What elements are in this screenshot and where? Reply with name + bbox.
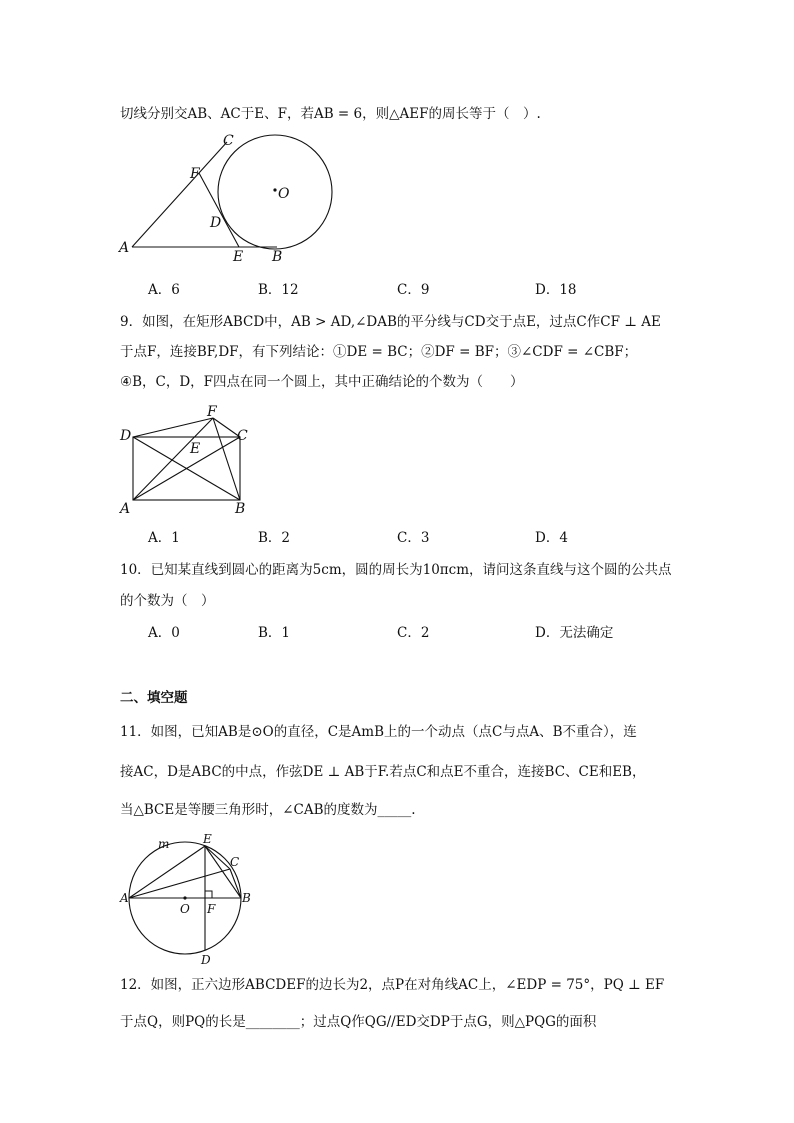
q11-label-C: C bbox=[230, 855, 240, 869]
q8-center-dot bbox=[273, 188, 276, 191]
q11-right-angle-mark bbox=[205, 891, 212, 898]
q9-text-line-2: 于点F，连接BF,DF，有下列结论：①DE = BC；②DF = BF；③∠CDF = ∠CBF； bbox=[120, 344, 638, 360]
q9-label-A: A bbox=[120, 501, 131, 517]
q11-label-B: B bbox=[242, 891, 251, 905]
q9-option-b[interactable]: B．2 bbox=[258, 530, 291, 546]
q12-text-line-1: 12．如图，正六边形ABCDEF的边长为2，点P在对角线AC上，∠EDP = 75°，PQ ⊥ EF bbox=[120, 977, 665, 993]
q9-option-c[interactable]: C．3 bbox=[397, 530, 430, 546]
q9-label-C: C bbox=[237, 428, 248, 444]
q8-circle bbox=[218, 135, 332, 249]
q11-label-D: D bbox=[201, 953, 211, 967]
q9-text-line-3: ④B，C，D，F四点在同一个圆上，其中正确结论的个数为（ ） bbox=[120, 374, 524, 390]
q9-figure bbox=[115, 400, 265, 520]
q9-label-B: B bbox=[235, 501, 246, 517]
q9-label-D: D bbox=[120, 428, 132, 444]
q11-label-O: O bbox=[180, 902, 190, 916]
q11-segment-AE bbox=[129, 846, 205, 898]
q9-segment-FB bbox=[213, 418, 240, 500]
q9-option-d[interactable]: D．4 bbox=[535, 530, 568, 546]
q11-segment-EB bbox=[205, 846, 241, 898]
q8-option-d[interactable]: D．18 bbox=[535, 282, 577, 298]
q8-label-F: F bbox=[190, 166, 200, 182]
q9-label-E: E bbox=[190, 441, 201, 457]
q11-label-E: E bbox=[203, 832, 212, 846]
q11-text-line-3: 当△BCE是等腰三角形时，∠CAB的度数为_____. bbox=[120, 802, 416, 818]
q8-label-A: A bbox=[119, 240, 130, 256]
q9-segment-AF bbox=[133, 418, 213, 500]
q11-text-line-2: 接AC，D是ABC的中点，作弦DE ⊥ AB于F.若点C和点E不重合，连接BC、CE和EB， bbox=[120, 764, 646, 780]
q8-label-C: C bbox=[223, 133, 234, 149]
q9-label-F: F bbox=[207, 404, 217, 420]
q8-label-D: D bbox=[210, 215, 222, 231]
q9-segment-DF bbox=[133, 418, 213, 437]
q11-segment-EC bbox=[205, 846, 230, 869]
q11-figure bbox=[120, 832, 260, 967]
q8-option-c[interactable]: C．9 bbox=[397, 282, 430, 298]
q8-figure bbox=[115, 130, 345, 270]
q8-label-E: E bbox=[233, 249, 244, 265]
q11-center-dot bbox=[183, 896, 186, 899]
q9-option-a[interactable]: A．1 bbox=[148, 530, 180, 546]
q11-label-A: A bbox=[120, 891, 129, 905]
q11-segment-AC bbox=[129, 869, 230, 898]
q8-label-B: B bbox=[272, 249, 283, 265]
q10-option-d[interactable]: D．无法确定 bbox=[535, 625, 614, 641]
q11-text-line-1: 11．如图，已知AB是⊙O的直径，C是AmB上的一个动点（点C与点A、B不重合），连 bbox=[120, 724, 637, 740]
q10-option-c[interactable]: C．2 bbox=[397, 625, 430, 641]
q10-option-a[interactable]: A．0 bbox=[148, 625, 180, 641]
q11-label-m: m bbox=[158, 837, 170, 851]
q8-option-b[interactable]: B．12 bbox=[258, 282, 299, 298]
q9-text-line-1: 9．如图，在矩形ABCD中，AB > AD,∠DAB的平分线与CD交于点E，过点C作CF ⊥ AE bbox=[120, 314, 661, 330]
section-title-fill-in: 二、填空题 bbox=[120, 690, 188, 706]
q8-label-O: O bbox=[278, 186, 290, 202]
q8-segment-AC bbox=[132, 142, 227, 247]
q12-text-line-2: 于点Q，则PQ的长是________；过点Q作QG//ED交DP于点G，则△PQG的面积 bbox=[120, 1014, 597, 1030]
q11-label-F: F bbox=[207, 902, 216, 916]
q10-text-line-1: 10．已知某直线到圆心的距离为5cm，圆的周长为10πcm，请问这条直线与这个圆的公共点 bbox=[120, 562, 672, 578]
q10-text-line-2: 的个数为（ ） bbox=[120, 593, 215, 609]
q8-text-line-1: 切线分别交AB、AC于E、F，若AB = 6，则△AEF的周长等于（ ）. bbox=[120, 106, 541, 122]
q9-segment-FC bbox=[213, 418, 240, 437]
q8-option-a[interactable]: A．6 bbox=[148, 282, 180, 298]
q10-option-b[interactable]: B．1 bbox=[258, 625, 291, 641]
